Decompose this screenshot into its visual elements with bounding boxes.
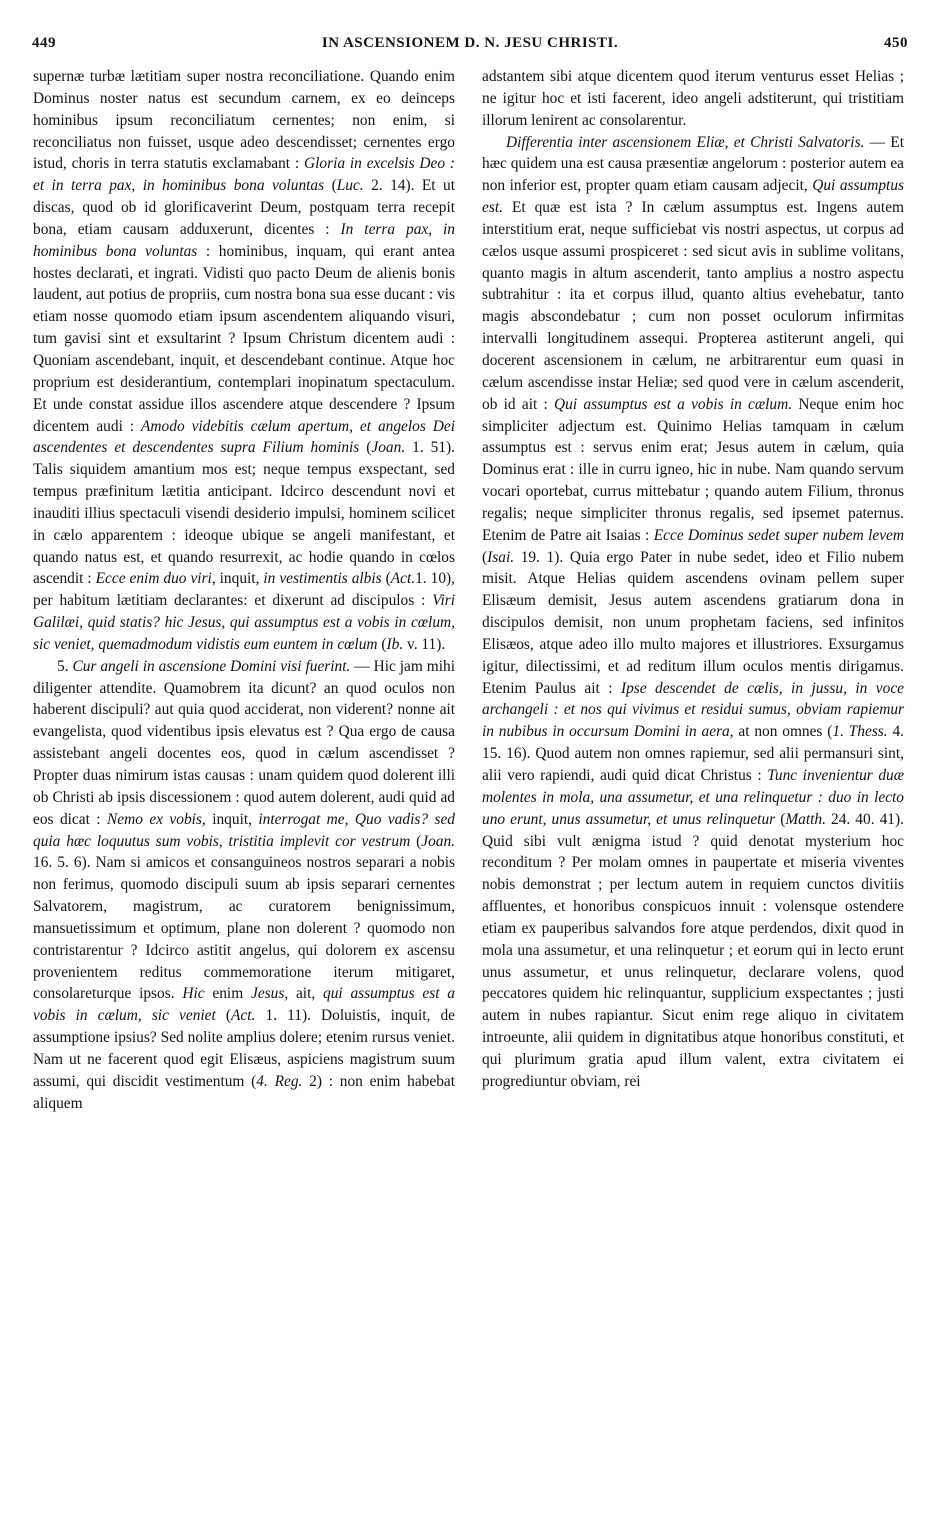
italic-text-run: Viri Galilæi, quid statis? hic Jesus, qui assumptus est a vobis in cœlum, sic veniet, quemadmodum vidistis eum euntem in cœlum xyxy=(33,592,455,653)
text-run: adstantem sibi atque dicentem quod iterum venturus esset Helias ; ne igitur hoc et isti facerent, ideo angeli adstiterunt, qui tristitiam illorum lenirent ac consolarentur. xyxy=(482,68,904,129)
text-run: ( xyxy=(482,548,488,566)
page-number-right: 450 xyxy=(884,35,908,51)
italic-text-run: Ib. xyxy=(386,635,404,653)
text-run: ( xyxy=(377,635,387,653)
italic-text-run: Luc. xyxy=(336,177,364,195)
italic-text-run: Ecce enim duo viri xyxy=(95,570,212,588)
italic-text-run: Joan. xyxy=(421,832,455,850)
text-run: supernæ turbæ lætitiam super nostra reconciliatione. Quando enim Dominus noster natus est secundum carnem, ex eo deinceps hominibus ipsum reconciliatum cernentes; non enim, si reconciliatus non fuisset, usque adeo descendisset; cernentes ergo istud, choris in terra statutis exclamabant : xyxy=(33,68,455,173)
text-run: , ait, xyxy=(284,985,323,1003)
text-run: 16. 5. 6). Nam si amicos et consanguineos nostros separari a nobis non ferimus, quomodo discipuli suum ab ipsis separari cernentes Salvatorem, magistrum, ac curatorem benignissimum, mansuetissimum et optimum, plane non dolerent ? quomodo non contristarentur ? Idcirco astitit angelus, qui dolorem ex ascensu provenientem reditus commemoratione iterum mitigaret, consolareturque ipsos. xyxy=(33,854,455,1003)
text-run: ( xyxy=(775,810,786,828)
italic-text-run: 1. Thess. xyxy=(832,723,888,741)
text-run: 1. 10), per habitum lætitiam declarantes: et dixerunt ad discipulos : xyxy=(33,570,455,610)
text-run: 19. 1). Quia ergo Pater in nube sedet, ideo et Filio nubem misit. Atque Helias quidem ascendens ovinam pellem super Elisæum demisit, Jesus autem ascendens gratiarum dona in discipulos demisit, non unum prophetam faciens, sed infinitos Elisæos, atque adeo illo multo majores et illustriores. Exsurgamus igitur, dilectissimi, et ad reditum illum oculos mentis dirigamus. Etenim Paulus ait : xyxy=(482,548,904,697)
italic-text-run: Amodo videbitis cælum apertum, et angelos Dei ascendentes et descendentes supra Filium hominis xyxy=(33,417,455,457)
italic-text-run: Isai. xyxy=(487,548,515,566)
text-run: enim xyxy=(204,985,251,1003)
italic-text-run: Qui assumptus est a vobis in cælum. xyxy=(554,395,793,413)
italic-text-run: Gloria in excelsis Deo : et in terra pax, in hominibus bona voluntas xyxy=(33,155,455,195)
text-run: 24. 40. 41). Quid sibi vult ænigma istud ? quid denotat mysterium hoc reconditum ? Per molam omnes in paupertate et miseria viventes nobis demonstrat ; per lectum autem in requiem cunctos divitiis affluentes, et honoribus conspicuos innuit : volensque ostendere etiam ex pauperibus salvandos fore atque perdendos, dixit quod in mola una assumetur, et una relinquetur ; et eorum qui in lecto erunt unus assumetur, et unus relinquetur, declarare volens, quod peccatores quidem hic relinquantur, supplicium exspectantes ; justi autem in nubes rapiantur. Sicut enim rege aliquo in civitatem introeunte, alii quidem in dignitatibus atque honoribus constituti, et qui plurimum gratia apud illum valent, extra civitatem ei progrediuntur obviam, rei xyxy=(482,810,904,1090)
text-run: 2. 14). Et ut discas, quod ob id glorificaverint Deum, postquam terra recepit bona, etiam causam adduxerunt, dicentes : xyxy=(33,177,455,238)
italic-text-run: Ipse descendet de cælis, in jussu, in voce archangeli : et nos qui vivimus et residui sumus, obviam rapiemur in nubibus in occursum Domini in aera xyxy=(482,679,904,741)
italic-text-run: Differentia inter ascensionem Eliæ, et Christi Salvatoris. xyxy=(506,133,865,151)
italic-text-run: 4. Reg. xyxy=(256,1072,303,1090)
italic-text-run: Matth. xyxy=(785,810,826,828)
italic-text-run: Qui assumptus est. xyxy=(482,177,905,217)
text-run: , inquit, xyxy=(201,810,259,828)
italic-text-run: Tunc invenientur duæ molentes in mola, una assumetur, et una relinquetur : duo in lecto uno erunt, unus assumetur, et unus relinquetur xyxy=(482,767,905,828)
right-column xyxy=(482,66,904,1093)
text-run: , at non omnes ( xyxy=(729,723,833,741)
italic-text-run: qui assumptus est a vobis in cælum, sic veniet xyxy=(33,985,455,1025)
text-run: , inquit, xyxy=(211,570,264,588)
italic-text-run: Joan. xyxy=(371,439,406,457)
text-run: ( xyxy=(324,177,337,195)
italic-text-run: Act. xyxy=(231,1007,256,1025)
text-run: 1. 11). Doluistis, inquit, de assumptione ipsius? Sed nolite amplius dolere; etenim rursus veniet. Nam ut ne facerent quod egit Elisæus, aspiciens magistrum suum assumi, qui discidit vestimentum ( xyxy=(33,1007,456,1090)
text-run: 5. xyxy=(57,657,73,675)
italic-text-run: In terra pax, in hominibus bona voluntas xyxy=(33,220,455,260)
text-run: — Et hæc quidem una est causa præsentiæ angelorum : posterior autem ea non inferior est, propter quam etiam causam adjecit, xyxy=(482,133,904,195)
italic-text-run: in vestimentis albis xyxy=(263,570,382,588)
running-title: IN ASCENSIONEM D. N. JESU CHRISTI. xyxy=(321,35,619,51)
right-paragraph-2 xyxy=(482,132,904,1093)
text-run: ( xyxy=(359,439,372,457)
left-paragraph-1 xyxy=(33,66,455,656)
text-run: ( xyxy=(410,832,422,850)
italic-text-run: Jesus xyxy=(250,985,285,1003)
left-paragraph-2 xyxy=(33,656,455,1115)
italic-text-run: Act. xyxy=(390,570,416,588)
italic-text-run: interrogat me, Quo vadis? sed quia hæc loquutus sum vobis, tristitia implevit cor vestrum xyxy=(33,810,455,850)
text-run: : hominibus, inquam, qui erant antea hostes declarati, et ingrati. Vidisti quo pacto Deum de alienis bonis laudent, aut potius de propriis, cum nostra bona sua esse ducant : vis etiam nosse quomodo etiam ipsum ascendentem aliquando visuri, tum gavisi sint et exsultarint ? Ipsum Christum dicentem audi : Quoniam ascendebant, inquit, et descendebant continue. Atque hoc proprium est desiderantium, contemplari inopinatum spectaculum. Et unde constat assidue illos ascendere atque descendere ? Ipsum dicentem audi : xyxy=(33,242,455,435)
text-run: 4. 15. 16). Quod autem non omnes rapiemur, sed alii permansuri sint, alii vero rapiendi, audi quid dicat Christus : xyxy=(482,723,905,784)
text-run: v. 11). xyxy=(403,635,446,653)
text-run: 1. 51). Talis siquidem amantium mos est; neque tempus exspectant, sed tempus præfinitum lætitia anticipant. Idcirco descendunt novi et inauditi illius spectaculi visendi desiderio impulsi, hominem scilicet in cælo apparentem : ideoque ubique se angeli manifestant, et quando natus est, et quando resurrexit, ac hodie quando in cœlos ascendit : xyxy=(33,439,455,588)
right-paragraph-1 xyxy=(482,66,904,132)
italic-text-run: Hic xyxy=(182,985,205,1003)
text-run: Et quæ est ista ? In cælum assumptus est. Ingens autem interstitium erat, neque sufficiebat vis nostri aspectus, ut corpus ad cælos usque assumi prospiceret : sed sicut avis in sublime volitans, quanto magis in altum ascenderit, tanto amplius a nostro aspectu subtrahitur : ita et corpus illud, quanto altius evehebatur, tanto magis abscondebatur ; cum non posset oculorum infirmitas intervalli longitudinem assequi. Propterea astiterunt angeli, qui docerent ascensionem in cælum, ne arbitrarentur eum quasi in cælum ascendisse instar Heliæ; sed quod vere in cælum ascenderit, ob id ait : xyxy=(482,199,904,413)
text-run: ( xyxy=(215,1007,232,1025)
page-number-left: 449 xyxy=(32,35,56,51)
text-run: 2) : non enim habebat aliquem xyxy=(33,1072,456,1112)
text-run: ( xyxy=(381,570,391,588)
italic-text-run: Ecce Dominus sedet super nubem levem xyxy=(653,526,905,544)
italic-text-run: Cur angeli in ascensione Domini visi fuerint. xyxy=(72,657,351,675)
running-header xyxy=(32,31,908,61)
text-run: Neque enim hoc simpliciter adjectum est. Quinimo Helias tamquam in cælum assumptus est : servus enim erat; Jesus autem in cælum, quia Dominus erat : ille in curru igneo, hic in nube. Nam quando servum vocari oportebat, currus mittebatur ; quando autem Filium, thronus regalis; neque simpliciter thronus regalis, sed ipsemet paternus. Etenim de Patre ait Isaias : xyxy=(482,395,904,544)
text-run: — Hic jam mihi diligenter attendite. Quamobrem ita dicunt? an quod oculos non haberent discipuli? aut quia quod acciderat, non viderent? nonne ait evangelista, quod videntibus ipsis elevatus est ? Qua ergo de causa assistebant angeli docentes eos, quod in cælum ascendisset ? Propter duas nimirum istas causas : unam quidem quod dolerent illi ob Christi ab ipsis discessionem : quod autem dolerent, audi quid ad eos dicat : xyxy=(33,657,455,828)
left-column xyxy=(33,66,455,1115)
italic-text-run: Nemo ex vobis xyxy=(107,810,202,828)
